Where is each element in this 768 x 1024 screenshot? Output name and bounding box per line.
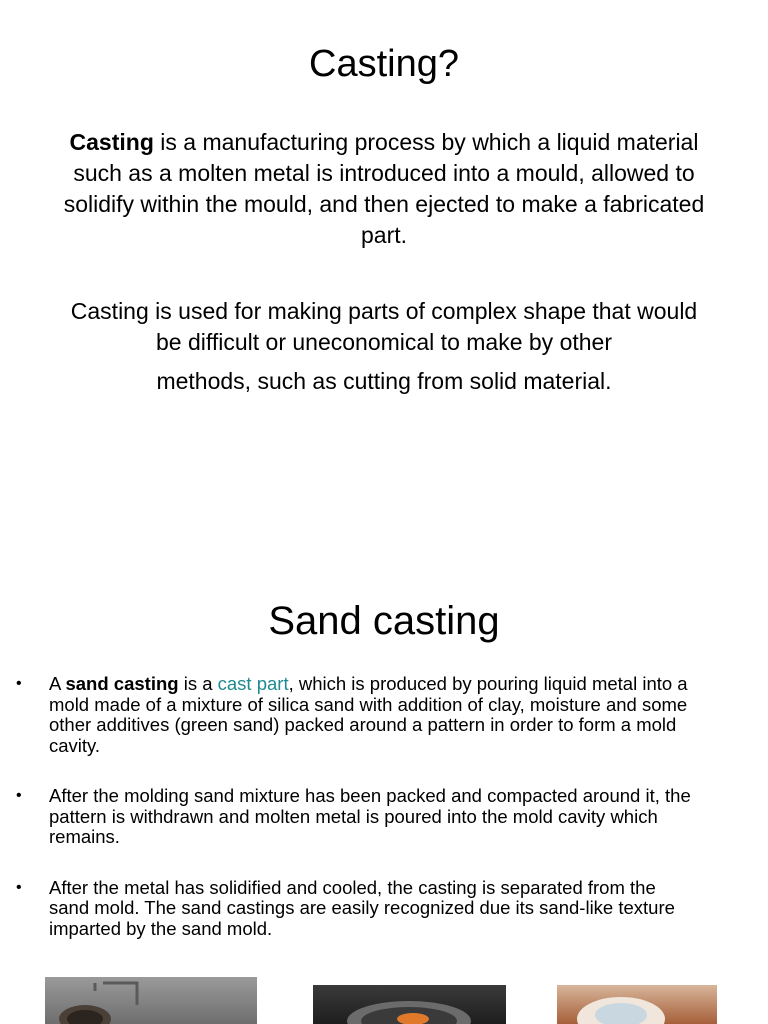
cast-part-link[interactable]: cast part <box>217 673 289 694</box>
bullet-text: After the molding sand mixture has been packed and compacted around it, the pattern is withdrawn and molten metal is poured into the mold cavity which remains. <box>49 785 691 847</box>
slide-title-casting: Casting? <box>309 43 459 85</box>
sand-casting-bullet-list <box>0 674 768 969</box>
casting-definition-paragraph <box>60 127 708 251</box>
casting-usage-paragraph: Casting is used for making parts of complex shape that would be difficult or uneconomical to make by other <box>70 298 698 355</box>
bullet-item-definition <box>0 674 768 756</box>
casting-term: Casting <box>69 129 154 155</box>
molten-metal-illustration <box>313 985 506 1024</box>
casting-definition-text: is a manufacturing process by which a liquid material such as a molten metal is introduced into a mould, allowed to solidify within the mould, and then ejected to make a fabricated part. <box>63 129 705 248</box>
molten-metal-photo <box>313 985 506 1024</box>
bullet-text: After the metal has solidified and cooled, the casting is separated from the sand mold. The sand castings are easily recognized due its sand-like texture imparted by the sand mold. <box>49 876 675 939</box>
crucible-photo <box>557 985 717 1024</box>
slide-title-sand-casting: Sand casting <box>268 599 500 643</box>
sand-mold-photo <box>45 977 257 1024</box>
bullet-item-separation <box>0 878 768 940</box>
bullet-item-pattern-withdrawal <box>0 786 768 848</box>
bullet-text-prefix: A <box>49 673 66 694</box>
bullet-dot-icon: • <box>16 675 22 692</box>
sand-mold-illustration <box>45 977 257 1024</box>
bullet-dot-icon: • <box>16 787 22 804</box>
bullet-text-mid: is a <box>178 673 218 694</box>
sand-casting-term: sand casting <box>65 673 179 694</box>
bullet-dot-icon: • <box>16 878 22 896</box>
bullet-text-rest: , which is produced by pouring liquid metal into a mold made of a mixture of silica sand with addition of clay, moisture and some other additives (green sand) packed around a pattern in order to form a mold cavity. <box>49 673 688 756</box>
casting-usage-paragraph-end: methods, such as cutting from solid material. <box>156 368 612 394</box>
crucible-illustration <box>557 985 717 1024</box>
